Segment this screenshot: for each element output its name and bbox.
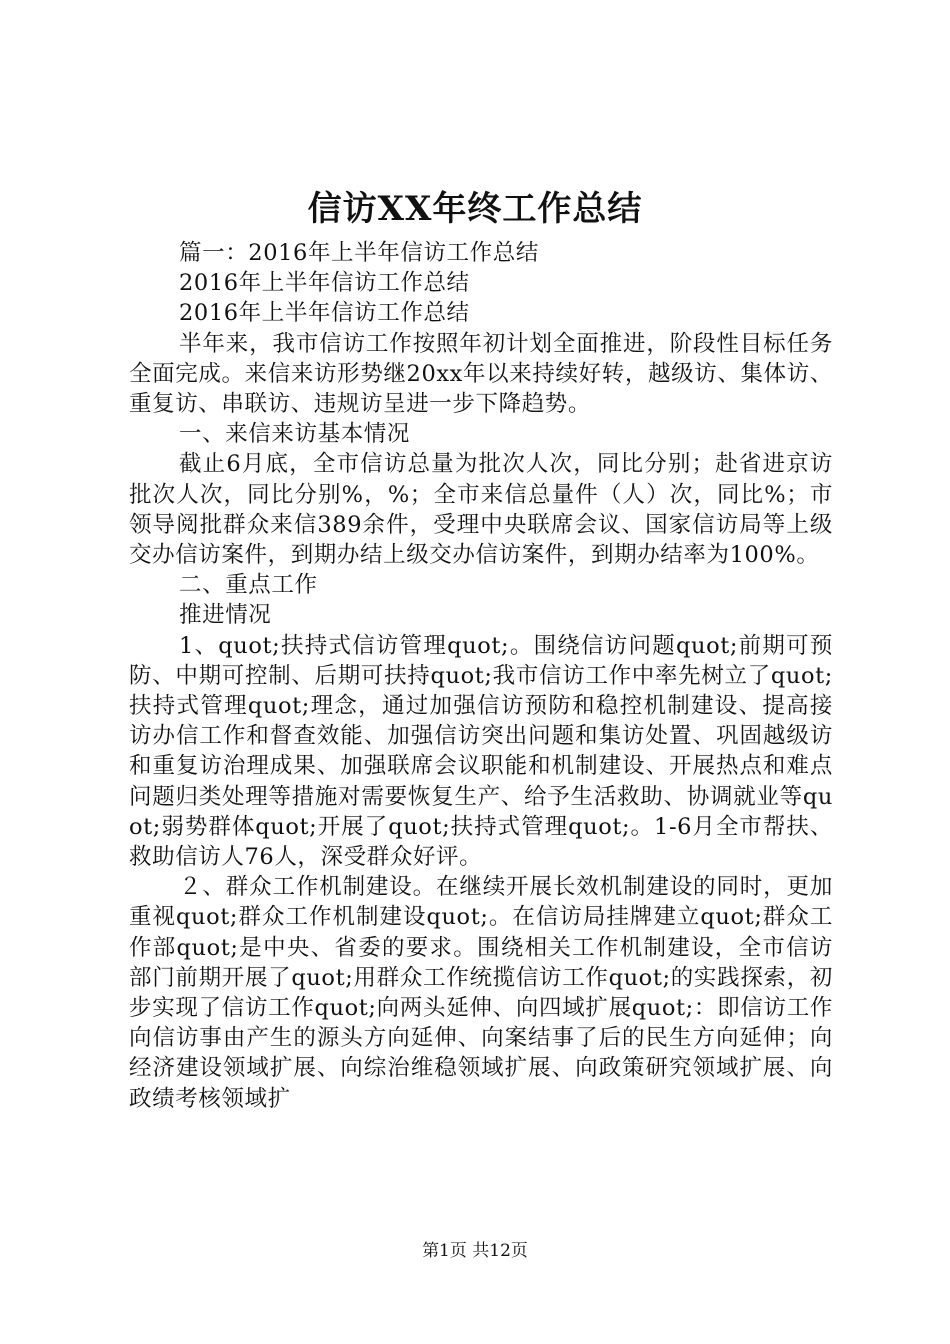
- section-subheading: 推进情况: [179, 602, 272, 629]
- paragraph-subtitle-2: 2016年上半年信访工作总结: [179, 300, 470, 327]
- paragraph-item-1: 1、quot;扶持式信访管理quot;。围绕信访问题quot;前期可预防、中期可控制、后期可扶持quot;我市信访工作中率先树立了quot;扶持式管理quot;理念，通过加强信访预防和稳控机制建设、提高接访办信工作和督查效能、加强信访突出问题和集访处置、巩固越级访和重复访治理成果、加强联席会议职能和机制建设、开展热点和难点问题归类处理等措施对需要恢复生产、给予生活救助、协调就业等quot;弱势群体quot;开展了quot;扶持式管理quot;。1-6月全市帮扶、救助信访人76人，深受群众好评。: [129, 632, 833, 871]
- page-number-footer: 第1页 共12页: [422, 1241, 528, 1261]
- section-heading-2: 二、重点工作: [179, 572, 318, 599]
- section-heading-1: 一、来信来访基本情况: [179, 421, 411, 448]
- document-body: [129, 238, 833, 1114]
- paragraph-item-2: ２、群众工作机制建设。在继续开展长效机制建设的同时，更加重视quot;群众工作机制建设quot;。在信访局挂牌建立quot;群众工作部quot;是中央、省委的要求。围绕相关工作机制建设，全市信访部门前期开展了quot;用群众工作统揽信访工作quot;的实践探索，初步实现了信访工作quot;向两头延伸、向四域扩展quot;：即信访工作向信访事由产生的源头方向延伸、向案结事了后的民生方向延伸；向经济建设领域扩展、向综治维稳领域扩展、向政策研究领域扩展、向政绩考核领域扩: [129, 874, 833, 1112]
- paragraph-statistics: 截止6月底，全市信访总量为批次人次，同比分别；赴省进京访批次人次，同比分别%，%；全市来信总量件（人）次，同比%；市领导阅批群众来信389余件，受理中央联席会议、国家信访局等上级交办信访案件，到期办结上级交办信访案件，到期办结率为100%。: [129, 451, 833, 569]
- paragraph-subtitle-1: 2016年上半年信访工作总结: [179, 270, 470, 297]
- document-title: 信访XX年终工作总结: [307, 189, 643, 229]
- paragraph-intro: 半年来，我市信访工作按照年初计划全面推进，阶段性目标任务全面完成。来信来访形势继20xx年以来持续好转，越级访、集体访、重复访、串联访、违规访呈进一步下降趋势。: [129, 330, 833, 418]
- paragraph-article-heading: 篇一：2016年上半年信访工作总结: [179, 240, 539, 266]
